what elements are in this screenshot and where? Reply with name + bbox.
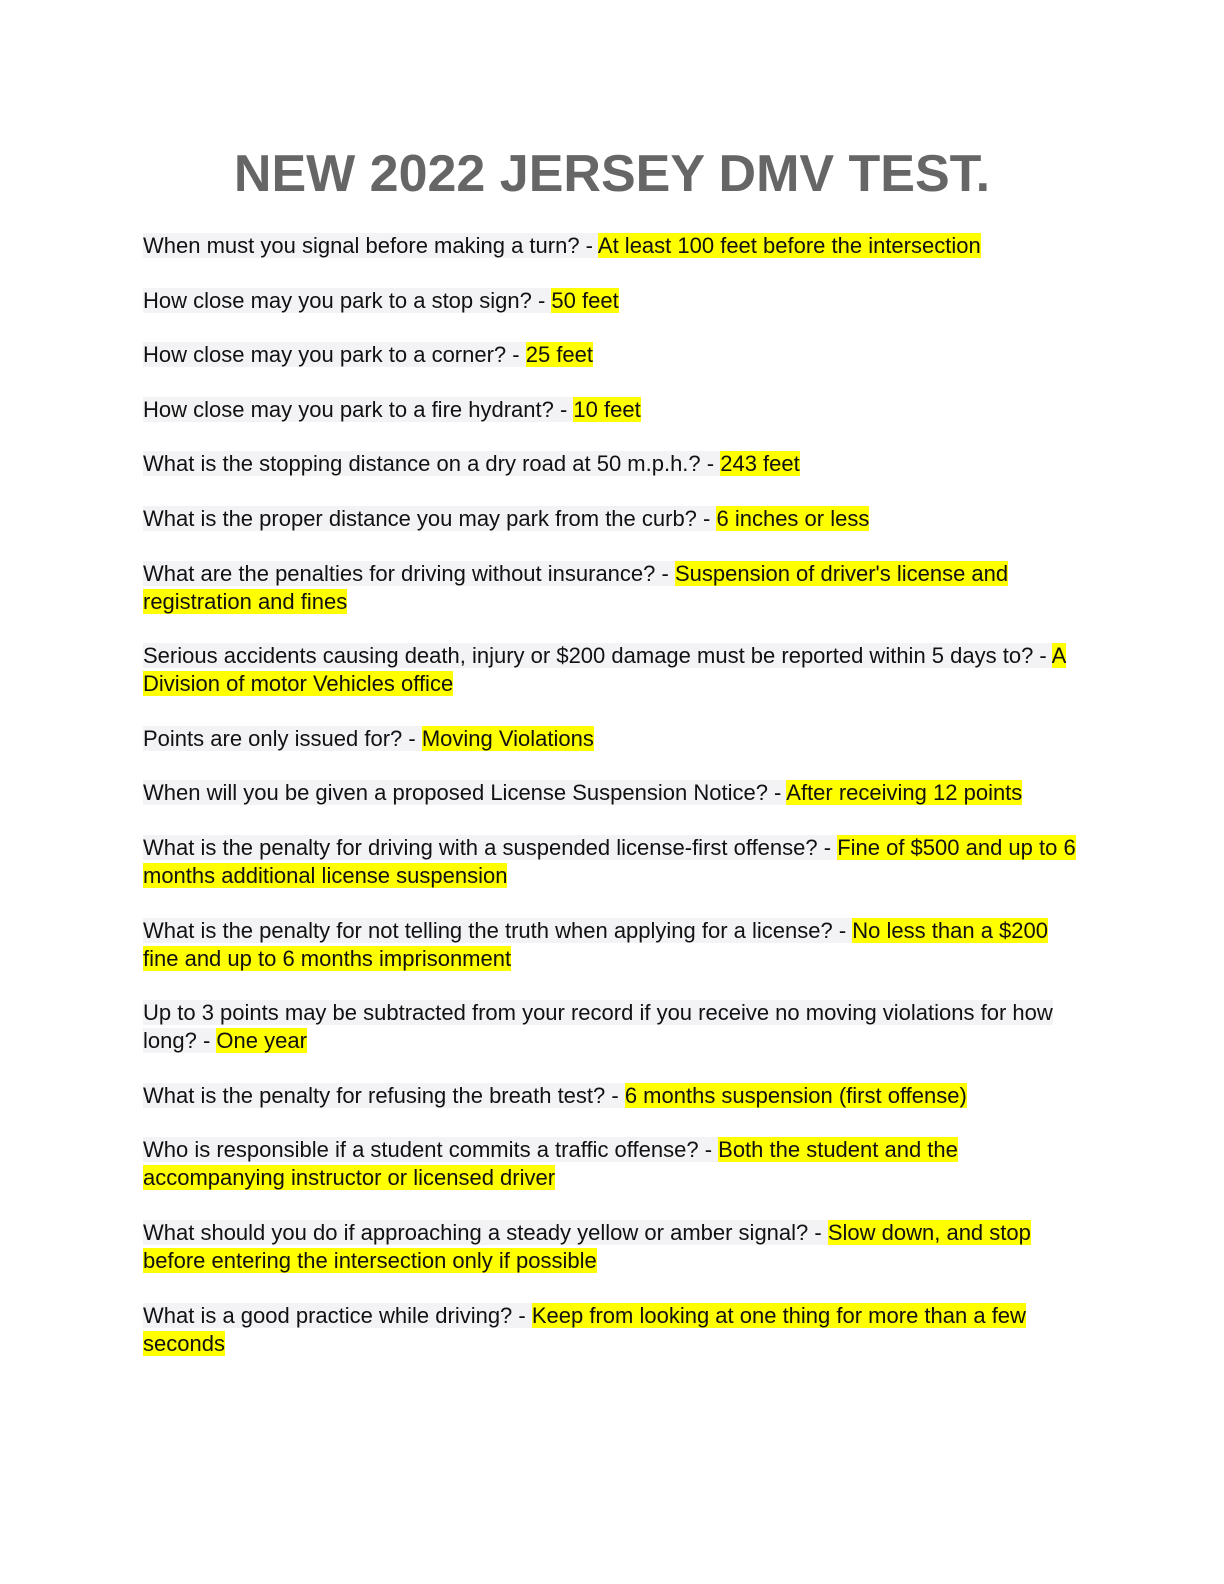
question-text: Serious accidents causing death, injury or $200 damage must be reported within 5 days to? — [143, 643, 1034, 669]
answer-highlight: One year — [216, 1028, 307, 1054]
question-text: When will you be given a proposed License Suspension Notice? — [143, 780, 768, 806]
question-text: What are the penalties for driving without insurance? — [143, 560, 656, 586]
answer-highlight: Slow down, and stop before entering the intersection only if possible — [143, 1219, 1031, 1273]
qa-item — [143, 341, 1078, 369]
qa-separator: - — [196, 1028, 217, 1054]
qa-item — [143, 232, 1078, 260]
answer-highlight: Keep from looking at one thing for more than a few seconds — [143, 1302, 1026, 1356]
qa-item — [143, 917, 1078, 973]
question-text: When must you signal before making a turn? — [143, 233, 580, 258]
qa-separator: - — [655, 560, 675, 586]
answer-highlight: Fine of $500 and up to 6 months additional license suspension — [143, 834, 1076, 888]
qa-separator: - — [832, 917, 853, 943]
answer-highlight: At least 100 feet before the intersection — [597, 233, 981, 258]
qa-separator: - — [1033, 643, 1052, 669]
qa-separator: - — [696, 505, 717, 531]
qa-separator: - — [817, 834, 838, 860]
qa-separator: - — [512, 1302, 532, 1328]
qa-separator: - — [402, 725, 422, 751]
qa-item — [143, 1302, 1078, 1358]
question-text: What is the proper distance you may park from the curb? — [143, 505, 697, 531]
answer-highlight: 50 feet — [551, 287, 619, 313]
qa-item — [143, 725, 1078, 753]
question-text: What should you do if approaching a steady yellow or amber signal? — [143, 1219, 809, 1245]
answer-highlight: 6 months suspension (first offense) — [624, 1082, 967, 1108]
qa-item — [143, 1219, 1078, 1275]
answer-highlight: 6 inches or less — [716, 505, 870, 531]
qa-separator: - — [553, 396, 574, 422]
answer-highlight: After receiving 12 points — [786, 780, 1023, 806]
answer-highlight: A Division of motor Vehicles office — [143, 643, 1067, 697]
question-text: Up to 3 points may be subtracted from your record if you receive no moving violations for how long? — [143, 1000, 1053, 1054]
question-text: How close may you park to a corner? — [143, 342, 507, 368]
qa-item — [143, 642, 1078, 698]
qa-item — [143, 999, 1078, 1055]
qa-list — [143, 232, 1078, 1384]
answer-highlight: 10 feet — [573, 396, 641, 422]
answer-highlight: Moving Violations — [421, 725, 594, 751]
answer-highlight: No less than a $200 fine and up to 6 months imprisonment — [143, 917, 1048, 971]
question-text: How close may you park to a stop sign? — [143, 287, 532, 313]
answer-highlight: Suspension of driver's license and registration and fines — [143, 560, 1009, 614]
qa-item — [143, 1082, 1078, 1110]
qa-item — [143, 1136, 1078, 1192]
page-title: NEW 2022 JERSEY DMV TEST. — [233, 145, 991, 203]
question-text: How close may you park to a fire hydrant? — [143, 396, 554, 422]
qa-item — [143, 450, 1078, 478]
qa-separator: - — [767, 780, 787, 806]
question-text: What is the penalty for refusing the breath test? — [143, 1082, 606, 1108]
qa-separator: - — [579, 233, 598, 258]
qa-item — [143, 287, 1078, 315]
question-text: Who is responsible if a student commits a traffic offense? — [143, 1137, 699, 1163]
qa-separator: - — [531, 287, 552, 313]
qa-item — [143, 560, 1078, 616]
question-text: What is a good practice while driving? — [143, 1302, 513, 1328]
answer-highlight: Both the student and the accompanying instructor or licensed driver — [143, 1137, 958, 1191]
qa-separator: - — [808, 1219, 828, 1245]
question-text: What is the penalty for driving with a suspended license-first offense? — [143, 834, 818, 860]
qa-item — [143, 834, 1078, 890]
answer-highlight: 243 feet — [720, 451, 800, 477]
qa-item — [143, 779, 1078, 807]
qa-item — [143, 396, 1078, 424]
qa-separator: - — [605, 1082, 625, 1108]
answer-highlight: 25 feet — [525, 342, 594, 368]
qa-separator: - — [700, 451, 721, 477]
qa-separator: - — [698, 1137, 719, 1163]
qa-item — [143, 505, 1078, 533]
question-text: What is the penalty for not telling the truth when applying for a license? — [143, 917, 833, 943]
question-text: What is the stopping distance on a dry road at 50 m.p.h.? — [143, 451, 701, 477]
question-text: Points are only issued for? — [143, 725, 403, 751]
qa-separator: - — [506, 342, 526, 368]
